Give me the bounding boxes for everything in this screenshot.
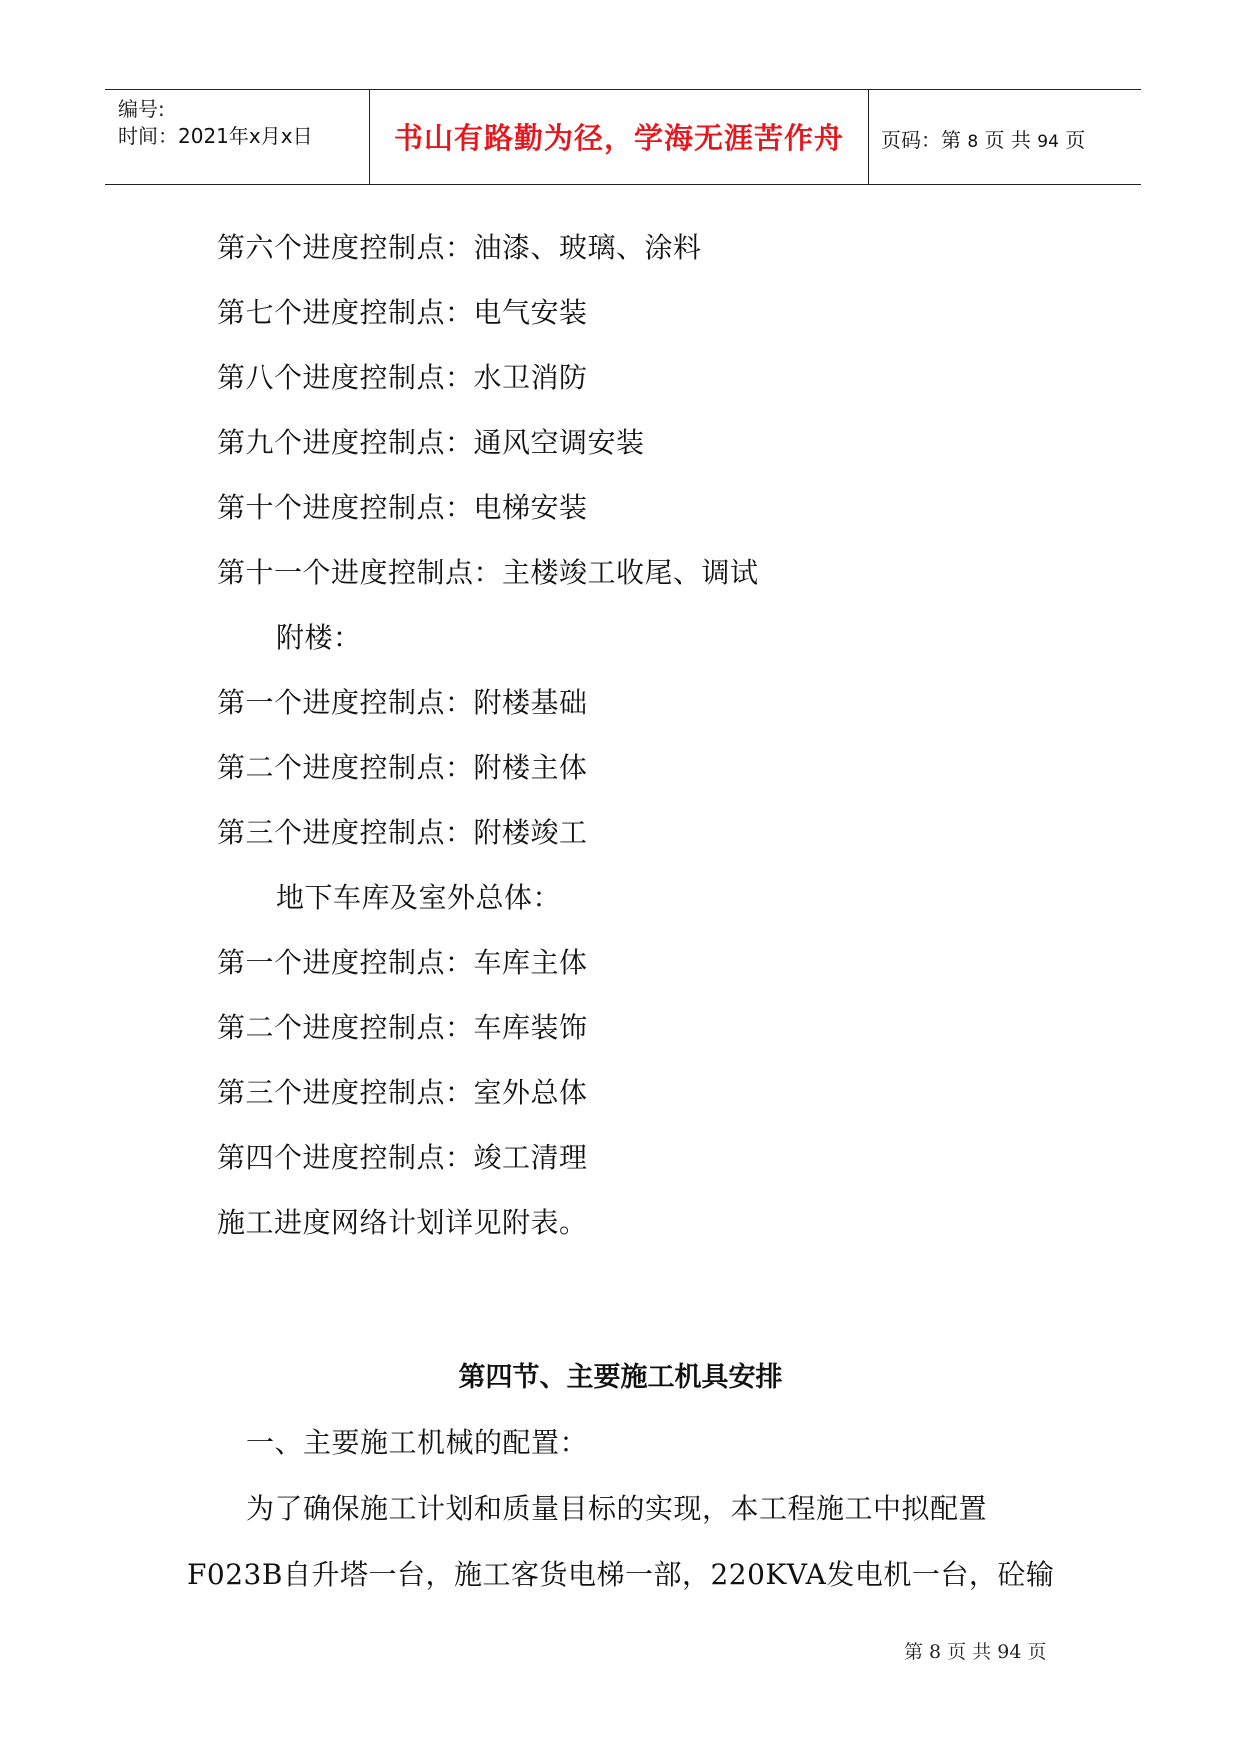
time-label: 时间：2021年x月x日 [118,124,313,148]
header-page-info [869,90,1141,184]
header-motto-cell [369,90,869,184]
text-line: 第一个进度控制点：附楼基础 [217,686,588,719]
page-header [105,89,1141,185]
serial-number-label: 编号: [118,97,165,121]
text-line: 第四个进度控制点：竣工清理 [217,1141,588,1174]
text-line: 第九个进度控制点：通风空调安装 [217,426,645,459]
motto: 书山有路勤为径，学海无涯苦作舟 [393,121,844,155]
page-label: 页码：第 [881,128,961,152]
subheading: 一、主要施工机械的配置： [246,1426,589,1459]
text-line: 第十个进度控制点：电梯安装 [217,491,588,524]
header-meta [105,90,369,184]
text-line: 第二个进度控制点：附楼主体 [217,751,588,784]
text-line: 第八个进度控制点：水卫消防 [217,361,588,394]
text-line: 第二个进度控制点：车库装饰 [217,1011,588,1044]
section-title: 第四节、主要施工机具安排 [458,1362,783,1393]
subsection-label: 附楼： [276,621,362,654]
page-footer: 第 8 页 共 94 页 [904,1641,1047,1663]
text-line: 第十一个进度控制点：主楼竣工收尾、调试 [217,556,759,589]
text-line: 第一个进度控制点：车库主体 [217,946,588,979]
text-line: 第三个进度控制点：室外总体 [217,1076,588,1109]
subsection-label: 地下车库及室外总体： [276,881,562,914]
page-number: 8 [967,132,979,152]
paragraph-line: 为了确保施工计划和质量目标的实现，本工程施工中拟配置 [246,1492,988,1525]
page-mid: 页 共 [984,128,1031,152]
page-total: 94 [1037,132,1059,152]
page-end: 页 [1065,128,1086,152]
text-line: 第六个进度控制点：油漆、玻璃、涂料 [217,231,702,264]
page-info [881,124,1085,153]
text-line: 施工进度网络计划详见附表。 [217,1206,588,1239]
paragraph-line: F023B自升塔一台，施工客货电梯一部，220KVA发电机一台，砼输 [187,1558,1055,1591]
text-line: 第七个进度控制点：电气安装 [217,296,588,329]
text-line: 第三个进度控制点：附楼竣工 [217,816,588,849]
